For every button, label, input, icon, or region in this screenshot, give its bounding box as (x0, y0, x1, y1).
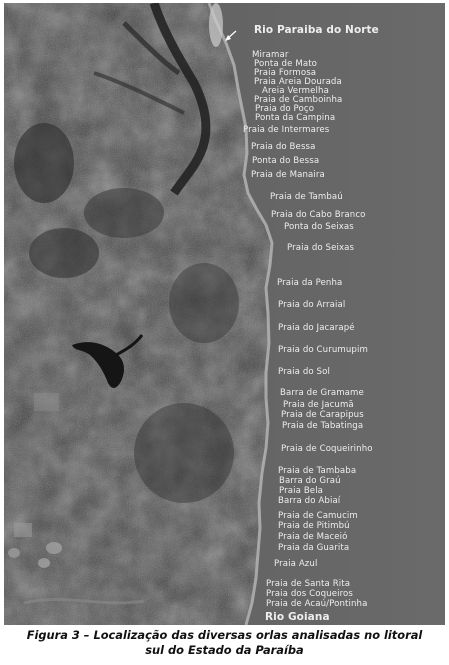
map-label-32: Praia de Pitimbú (278, 521, 350, 531)
map-label-15: Ponta do Seixas (284, 222, 354, 232)
map-label-33: Praia de Maceió (278, 532, 348, 542)
map-label-28: Barra do Graú (279, 476, 341, 486)
map-label-4: Praia Areia Dourada (254, 77, 342, 87)
caption-line-2: sul do Estado da Paraíba (145, 643, 304, 657)
map-label-5: Areia Vermelha (262, 86, 329, 96)
map-label-21: Praia do Sol (278, 367, 330, 377)
map-label-36: Praia de Santa Rita (266, 579, 351, 589)
map-label-11: Ponta do Bessa (252, 156, 320, 166)
map-label-30: Barra do Abiaí (278, 496, 341, 506)
map-label-31: Praia de Camucim (278, 511, 358, 521)
map-label-20: Praia do Curumupim (278, 345, 368, 355)
map-label-7: Praia do Poço (255, 104, 315, 114)
map-label-29: Praia Bela (279, 486, 324, 496)
map-label-14: Praia do Cabo Branco (271, 210, 366, 220)
map-label-17: Praia da Penha (277, 278, 343, 288)
caption-line-1: Figura 3 – Localização das diversas orlas analisadas no litoral (26, 628, 423, 642)
map-label-13: Praia de Tambaú (270, 192, 343, 202)
map-label-26: Praia de Coqueirinho (281, 444, 373, 454)
map-label-22: Barra de Gramame (280, 388, 364, 398)
map-label-19: Praia do Jacarapé (278, 323, 355, 333)
map-label-37: Praia dos Coqueiros (266, 589, 353, 599)
map-label-12: Praia de Manaira (251, 170, 325, 180)
map-label-38: Praia de Acaú/Pontinha (266, 599, 368, 609)
map-label-18: Praia do Arraial (278, 300, 346, 310)
estuary-highlight (209, 3, 223, 47)
map-label-27: Praia de Tambaba (278, 466, 357, 476)
map-label-24: Praia de Carapipus (281, 410, 364, 420)
map-label-34: Praia da Guarita (278, 543, 350, 553)
map-label-25: Praia de Tabatinga (282, 421, 364, 431)
map-label-35: Praia Azul (274, 559, 318, 569)
map-label-3: Praia Formosa (254, 68, 317, 78)
map-label-9: Praia de Intermares (243, 125, 330, 135)
map-label-23: Praia de Jacumã (283, 400, 354, 410)
map-label-1: Miramar (252, 50, 289, 60)
figure-caption (0, 628, 449, 658)
map-label-6: Praia de Camboinha (254, 95, 343, 105)
map-label-0: Rio Paraiba do Norte (254, 24, 379, 36)
map-label-39: Rio Goiana (265, 611, 330, 623)
map-label-2: Ponta de Mato (254, 59, 318, 69)
satellite-map (4, 3, 445, 625)
map-label-8: Ponta da Campina (255, 113, 336, 123)
map-label-10: Praia do Bessa (251, 142, 316, 152)
map-terrain (4, 3, 445, 625)
map-label-16: Praia do Seixas (287, 243, 355, 253)
